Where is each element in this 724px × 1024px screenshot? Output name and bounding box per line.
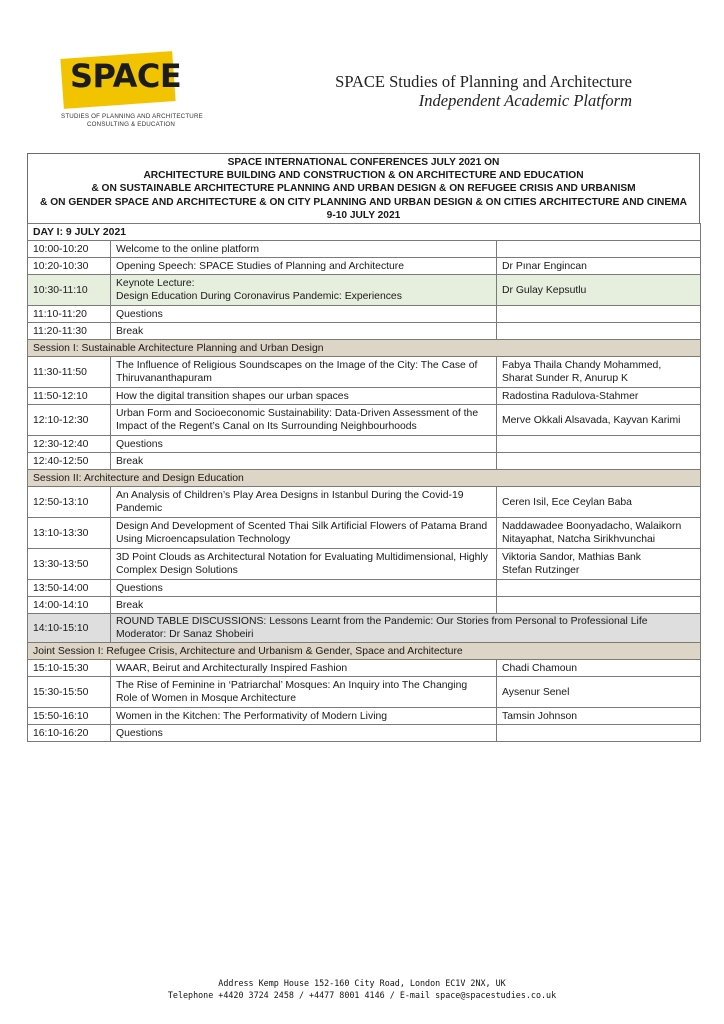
time-slot: 13:10-13:30 [28, 518, 111, 549]
speaker-names [497, 306, 701, 323]
talk-title: Questions [111, 725, 497, 742]
schedule-row [28, 405, 701, 436]
talk-title: The Influence of Religious Soundscapes on the Image of the City: The Case of Thiruvananthapuram [111, 357, 497, 388]
talk-title: Questions [111, 436, 497, 453]
talk-title: Questions [111, 580, 497, 597]
schedule-row [28, 487, 701, 518]
time-slot: 11:10-11:20 [28, 306, 111, 323]
time-slot: 10:00-10:20 [28, 241, 111, 258]
speaker-names: Viktoria Sandor, Mathias Bank Stefan Rutzinger [497, 549, 701, 580]
talk-title: The Rise of Feminine in ‘Patriarchal’ Mosques: An Inquiry into The Changing Role of Women in Mosque Architecture [111, 677, 497, 708]
speaker-names [497, 241, 701, 258]
talk-title: 3D Point Clouds as Architectural Notation for Evaluating Multidimensional, Highly Complex Design Solutions [111, 549, 497, 580]
speaker-names: Dr Gulay Kepsutlu [497, 275, 701, 306]
session-label: Session II: Architecture and Design Education [28, 470, 701, 487]
footer-contact: Telephone +4420 3724 2458 / +4477 8001 4146 / E-mail space@spacestudies.co.uk [167, 990, 557, 1000]
time-slot: 12:50-13:10 [28, 487, 111, 518]
talk-title: Questions [111, 306, 497, 323]
time-slot: 12:30-12:40 [28, 436, 111, 453]
logo-wordmark: SPACE [70, 57, 182, 95]
schedule-row [28, 580, 701, 597]
speaker-names: Aysenur Senel [497, 677, 701, 708]
conference-title-line: & ON SUSTAINABLE ARCHITECTURE PLANNING AND URBAN DESIGN & ON REFUGEE CRISIS AND URBANISM [91, 183, 636, 195]
time-slot: 15:30-15:50 [28, 677, 111, 708]
time-slot: 10:20-10:30 [28, 258, 111, 275]
session-label: Joint Session I: Refugee Crisis, Architecture and Urbanism & Gender, Space and Architecture [28, 643, 701, 660]
schedule-row [28, 597, 701, 614]
talk-title: An Analysis of Children’s Play Area Designs in Istanbul During the Covid-19 Pandemic [111, 487, 497, 518]
speaker-names: Ceren Isil, Ece Ceylan Baba [497, 487, 701, 518]
conference-title-line: ARCHITECTURE BUILDING AND CONSTRUCTION & ON ARCHITECTURE AND EDUCATION [143, 170, 584, 182]
schedule-row [28, 725, 701, 742]
talk-title: Urban Form and Socioeconomic Sustainability: Data-Driven Assessment of the Impact of the Regent’s Canal on Its Surrounding Neighbourhoods [111, 405, 497, 436]
talk-title: Keynote Lecture: Design Education During Coronavirus Pandemic: Experiences [111, 275, 497, 306]
talk-title: WAAR, Beirut and Architecturally Inspired Fashion [111, 660, 497, 677]
schedule-table [27, 223, 701, 742]
conference-dates: 9-10 JULY 2021 [326, 209, 401, 221]
schedule-row [28, 453, 701, 470]
time-slot: 14:00-14:10 [28, 597, 111, 614]
schedule-row [28, 518, 701, 549]
logo-tagline-2: CONSULTING & EDUCATION [87, 121, 176, 128]
organization-subtitle: Independent Academic Platform [418, 91, 632, 110]
talk-title: Design And Development of Scented Thai Silk Artificial Flowers of Patama Brand Using Microencapsulation Technology [111, 518, 497, 549]
speaker-names [497, 436, 701, 453]
time-slot: 15:10-15:30 [28, 660, 111, 677]
speaker-names: Radostina Radulova-Stahmer [497, 388, 701, 405]
speaker-names [497, 323, 701, 340]
time-slot: 16:10-16:20 [28, 725, 111, 742]
programme [27, 153, 700, 742]
session-row [28, 470, 701, 487]
time-slot: 11:30-11:50 [28, 357, 111, 388]
schedule-row [28, 708, 701, 725]
schedule-row [28, 241, 701, 258]
time-slot: 11:50-12:10 [28, 388, 111, 405]
time-slot: 11:20-11:30 [28, 323, 111, 340]
time-slot: 12:40-12:50 [28, 453, 111, 470]
footer-address: Address Kemp House 152-160 City Road, London EC1V 2NX, UK [218, 978, 506, 988]
round-table-row [28, 614, 701, 643]
logo-tagline-1: STUDIES OF PLANNING AND ARCHITECTURE [61, 113, 203, 120]
talk-title: Opening Speech: SPACE Studies of Planning and Architecture [111, 258, 497, 275]
time-slot: 14:10-15:10 [28, 614, 111, 643]
conference-title-line: & ON GENDER SPACE AND ARCHITECTURE & ON CITY PLANNING AND URBAN DESIGN & ON CITIES ARCHITECTURE AND CINEMA [40, 196, 687, 208]
schedule-row [28, 258, 701, 275]
session-row [28, 340, 701, 357]
speaker-names [497, 580, 701, 597]
speaker-names: Merve Okkali Alsavada, Kayvan Karimi [497, 405, 701, 436]
time-slot: 15:50-16:10 [28, 708, 111, 725]
time-slot: 12:10-12:30 [28, 405, 111, 436]
talk-title: Break [111, 597, 497, 614]
keynote-row [28, 275, 701, 306]
organization-name: SPACE Studies of Planning and Architecture [335, 72, 632, 91]
schedule-row [28, 306, 701, 323]
speaker-names: Naddawadee Boonyadacho, Walaikorn Nitayaphat, Natcha Sirikhvunchai [497, 518, 701, 549]
logo [52, 52, 202, 134]
schedule-row [28, 323, 701, 340]
talk-title: ROUND TABLE DISCUSSIONS: Lessons Learnt from the Pandemic: Our Stories from Personal to Professional Life Moderator: Dr Sanaz Shobeiri [111, 614, 701, 643]
schedule-row [28, 660, 701, 677]
conference-title-line: SPACE INTERNATIONAL CONFERENCES JULY 2021 ON [227, 157, 500, 168]
schedule-row [28, 677, 701, 708]
speaker-names: Chadi Chamoun [497, 660, 701, 677]
talk-title: Women in the Kitchen: The Performativity of Modern Living [111, 708, 497, 725]
talk-title: How the digital transition shapes our urban spaces [111, 388, 497, 405]
speaker-names: Fabya Thaila Chandy Mohammed, Sharat Sunder R, Anurup K [497, 357, 701, 388]
time-slot: 10:30-11:10 [28, 275, 111, 306]
schedule-row [28, 549, 701, 580]
time-slot: 13:30-13:50 [28, 549, 111, 580]
speaker-names [497, 597, 701, 614]
talk-title: Break [111, 453, 497, 470]
speaker-names: Tamsin Johnson [497, 708, 701, 725]
talk-title: Welcome to the online platform [111, 241, 497, 258]
speaker-names: Dr Pınar Engincan [497, 258, 701, 275]
session-label: Session I: Sustainable Architecture Planning and Urban Design [28, 340, 701, 357]
conference-title-box [27, 153, 700, 223]
talk-title: Break [111, 323, 497, 340]
schedule-row [28, 357, 701, 388]
day-row [28, 224, 701, 241]
time-slot: 13:50-14:00 [28, 580, 111, 597]
day-label: DAY I: 9 JULY 2021 [28, 224, 701, 241]
speaker-names [497, 453, 701, 470]
schedule-row [28, 388, 701, 405]
schedule-row [28, 436, 701, 453]
session-row [28, 643, 701, 660]
speaker-names [497, 725, 701, 742]
